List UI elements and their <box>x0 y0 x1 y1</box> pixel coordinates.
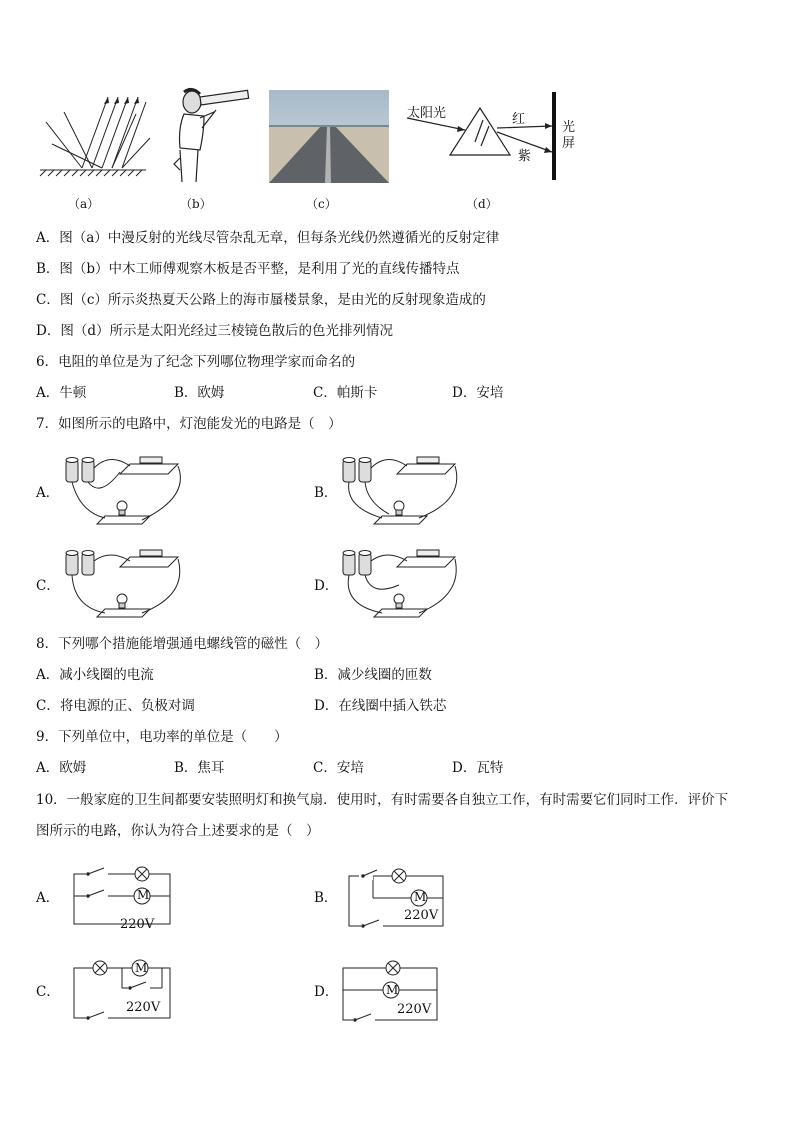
q10-label-d: D． <box>314 984 339 1000</box>
q9-option-c: C．安培 <box>313 760 364 776</box>
q10-label-c: C． <box>36 984 60 1000</box>
q8-option-c: C．将电源的正、负极对调 <box>36 698 195 714</box>
q7-stem: 7．如图所示的电路中，灯泡能发光的电路是（ ） <box>36 416 342 432</box>
q8-option-b: B．减少线圈的匝数 <box>314 667 432 683</box>
q10-label-a: A． <box>36 890 60 906</box>
caption-b: （b） <box>180 197 212 211</box>
q9-option-b: B．焦耳 <box>174 760 225 776</box>
violet-label: 紫 <box>518 149 532 164</box>
q5-option-b: B．图（b）中木工师傅观察木板是否平整，是利用了光的直线传播特点 <box>36 261 460 277</box>
q7-circuit-d <box>337 545 462 625</box>
q7-circuit-a <box>60 452 185 532</box>
q7-circuit-c <box>60 545 185 625</box>
q7-label-c: C． <box>36 578 60 594</box>
q10-a-motor: M <box>137 888 150 902</box>
q7-circuit-b <box>337 452 462 532</box>
q6-option-c: C．帕斯卡 <box>313 385 378 401</box>
q9-option-a: A．欧姆 <box>36 760 87 776</box>
q10-stem-line1: 10．一般家庭的卫生间都要安装照明灯和换气扇．使用时，有时需要各自独立工作，有时需要它们同时工作．评价下 <box>36 792 729 808</box>
q7-label-a: A． <box>36 485 60 501</box>
q10-b-motor: M <box>414 890 427 904</box>
q9-stem: 9．下列单位中，电功率的单位是（ ） <box>36 729 288 745</box>
q10-b-voltage: 220V <box>404 908 439 923</box>
q8-option-d: D．在线圈中插入铁芯 <box>314 698 447 714</box>
caption-d: （d） <box>466 197 498 211</box>
q5-option-a: A．图（a）中漫反射的光线尽管杂乱无章，但每条光线仍然遵循光的反射定律 <box>36 230 500 246</box>
q7-label-d: D． <box>314 578 339 594</box>
caption-a: （a） <box>68 197 100 211</box>
q7-label-b: B． <box>314 485 338 501</box>
q10-circuit-c <box>72 958 172 1026</box>
red-label: 红 <box>512 112 526 127</box>
sunlight-label: 太阳光 <box>407 106 447 121</box>
q10-stem-line2: 图所示的电路，你认为符合上述要求的是（ ） <box>36 823 320 839</box>
q6-option-b: B．欧姆 <box>174 385 225 401</box>
q8-option-a: A．减小线圈的电流 <box>36 667 154 683</box>
screen-label: 光屏 <box>562 120 576 151</box>
q5-option-d: D．图（d）所示是太阳光经过三棱镜色散后的色光排列情况 <box>36 323 393 339</box>
q10-c-voltage: 220V <box>126 1000 161 1015</box>
q8-stem: 8．下列哪个措施能增强通电螺线管的磁性（ ） <box>36 636 329 652</box>
q10-d-motor: M <box>386 983 399 997</box>
q5-option-c: C．图（c）所示炎热夏天公路上的海市蜃楼景象，是由光的反射现象造成的 <box>36 292 486 308</box>
q6-option-a: A．牛顿 <box>36 385 87 401</box>
mirage-road-photo <box>269 90 389 183</box>
q10-c-motor: M <box>135 961 148 975</box>
q9-option-d: D．瓦特 <box>452 760 504 776</box>
carpenter-figure <box>170 88 252 184</box>
diffuse-reflection-figure <box>38 92 150 180</box>
q10-label-b: B． <box>314 890 338 906</box>
q10-a-voltage: 220V <box>120 917 155 932</box>
q10-d-voltage: 220V <box>397 1002 432 1017</box>
q6-stem: 6．电阻的单位是为了纪念下列哪位物理学家而命名的 <box>36 354 356 370</box>
caption-c: （c） <box>306 197 337 211</box>
q6-option-d: D．安培 <box>452 385 504 401</box>
